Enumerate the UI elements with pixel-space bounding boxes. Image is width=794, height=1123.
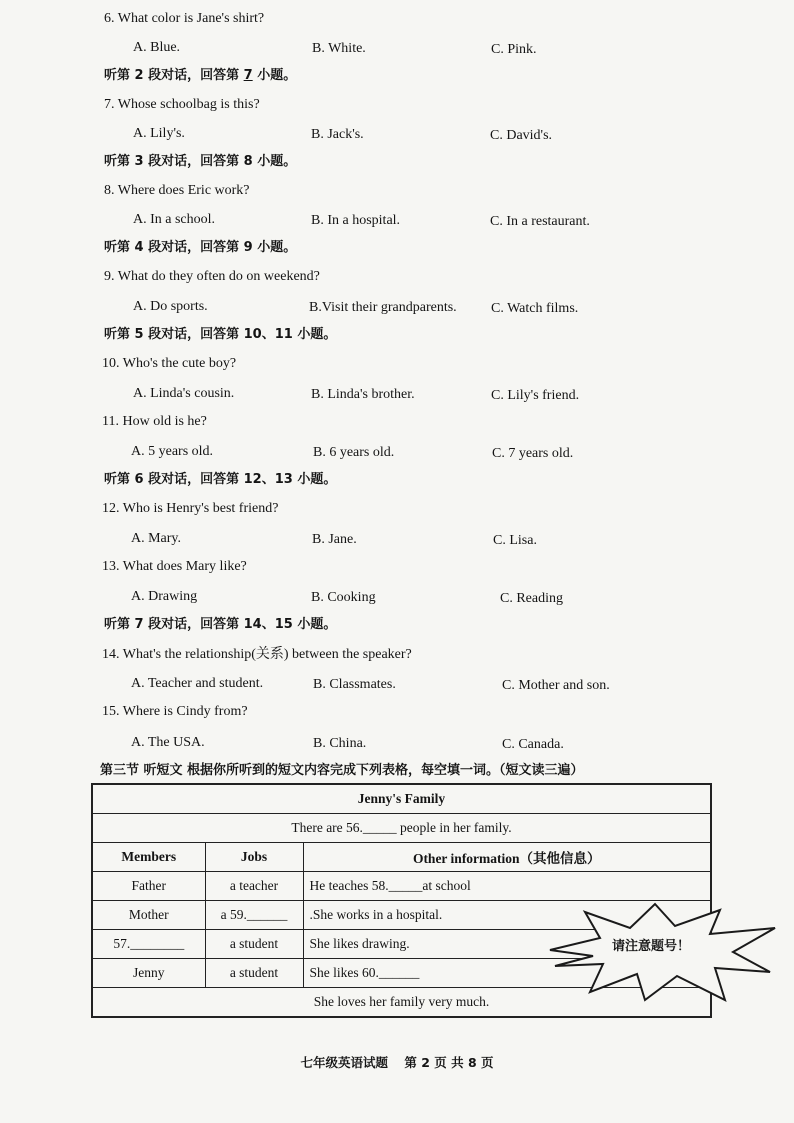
instruction-dialog-3: 听第 3 段对话，回答第 8 小题。 [104, 154, 297, 169]
instruction-dialog-2-text: 听第 2 段对话，回答第 [104, 68, 244, 83]
q15-option-c: C. Canada. [502, 737, 564, 752]
q8-option-c: C. In a restaurant. [490, 214, 590, 229]
instruction-dialog-6: 听第 6 段对话，回答第 12、13 小题。 [104, 472, 337, 487]
question-6: 6. What color is Jane's shirt? [104, 11, 265, 26]
info-cell: He teaches 58._____at school [303, 872, 711, 901]
q15-option-b: B. China. [313, 736, 367, 751]
instruction-dialog-7: 听第 7 段对话，回答第 14、15 小题。 [104, 617, 337, 632]
question-11: 11. How old is he? [102, 414, 207, 429]
job-cell: a student [205, 930, 303, 959]
q8-option-a: A. In a school. [133, 212, 216, 227]
q12-option-a: A. Mary. [131, 531, 182, 546]
q11-option-a: A. 5 years old. [131, 444, 214, 459]
section-3-heading: 第三节 听短文 根据你所听到的短文内容完成下列表格，每空填一词。（短文读三遍） [100, 763, 584, 778]
job-cell: a teacher [205, 872, 303, 901]
instruction-dialog-2-number: 7 [243, 68, 253, 83]
info-cell: She likes 60.______ [303, 959, 711, 988]
q6-option-a: A. Blue. [133, 40, 181, 55]
header-jobs: Jobs [205, 843, 303, 872]
question-8: 8. Where does Eric work? [104, 183, 250, 198]
member-cell: Jenny [92, 959, 205, 988]
header-members: Members [92, 843, 205, 872]
q10-option-a: A. Linda's cousin. [133, 386, 235, 401]
footer-page-number: 第 2 页 共 8 页 [404, 1055, 494, 1070]
question-15: 15. Where is Cindy from? [102, 704, 248, 719]
q15-option-a: A. The USA. [131, 735, 205, 750]
question-13: 13. What does Mary like? [102, 559, 247, 574]
question-7: 7. Whose schoolbag is this? [104, 97, 260, 112]
info-cell: She likes drawing. [303, 930, 711, 959]
q10-option-b: B. Linda's brother. [311, 387, 415, 402]
q9-option-a: A. Do sports. [133, 299, 208, 314]
member-cell: Mother [92, 901, 205, 930]
instruction-dialog-4: 听第 4 段对话，回答第 9 小题。 [104, 240, 297, 255]
table-intro: There are 56._____ people in her family. [92, 814, 711, 843]
q8-option-b: B. In a hospital. [311, 213, 401, 228]
question-12: 12. Who is Henry's best friend? [102, 501, 279, 516]
q13-option-b: B. Cooking [311, 590, 376, 605]
page-footer [0, 1053, 794, 1071]
header-other-information: Other information（其他信息） [303, 843, 711, 872]
q7-option-c: C. David's. [490, 128, 553, 143]
q11-option-b: B. 6 years old. [313, 445, 395, 460]
instruction-dialog-2-tail: 小题。 [252, 68, 297, 83]
question-10: 10. Who's the cute boy? [102, 356, 237, 371]
q13-option-c: C. Reading [500, 591, 563, 606]
q6-option-b: B. White. [312, 41, 366, 56]
q14-option-a: A. Teacher and student. [131, 676, 264, 691]
table-closing: She loves her family very much. [92, 988, 711, 1018]
info-cell: .She works in a hospital. [303, 901, 711, 930]
q12-option-c: C. Lisa. [493, 533, 537, 548]
q7-option-a: A. Lily's. [133, 126, 185, 141]
q11-option-c: C. 7 years old. [492, 446, 574, 461]
q13-option-a: A. Drawing [131, 589, 198, 604]
q14-option-b: B. Classmates. [313, 677, 396, 692]
q14-option-c: C. Mother and son. [502, 678, 610, 693]
q7-option-b: B. Jack's. [311, 127, 364, 142]
notice-text: 请注意题号！ [612, 939, 691, 954]
member-cell: 57.________ [92, 930, 205, 959]
job-cell: a student [205, 959, 303, 988]
member-cell: Father [92, 872, 205, 901]
instruction-dialog-5: 听第 5 段对话，回答第 10、11 小题。 [104, 327, 337, 342]
q6-option-c: C. Pink. [491, 42, 537, 57]
question-14: 14. What's the relationship(关系) between the speaker? [102, 647, 412, 662]
q10-option-c: C. Lily's friend. [491, 388, 580, 403]
question-9: 9. What do they often do on weekend? [104, 269, 320, 284]
q12-option-b: B. Jane. [312, 532, 357, 547]
footer-subject: 七年级英语试题 [300, 1055, 388, 1070]
q9-option-c: C. Watch films. [491, 301, 579, 316]
q9-option-b: B.Visit their grandparents. [309, 300, 457, 315]
table-row [92, 872, 711, 901]
job-cell: a 59.______ [205, 901, 303, 930]
table-title: Jenny's Family [92, 784, 711, 814]
instruction-dialog-2 [104, 67, 296, 85]
